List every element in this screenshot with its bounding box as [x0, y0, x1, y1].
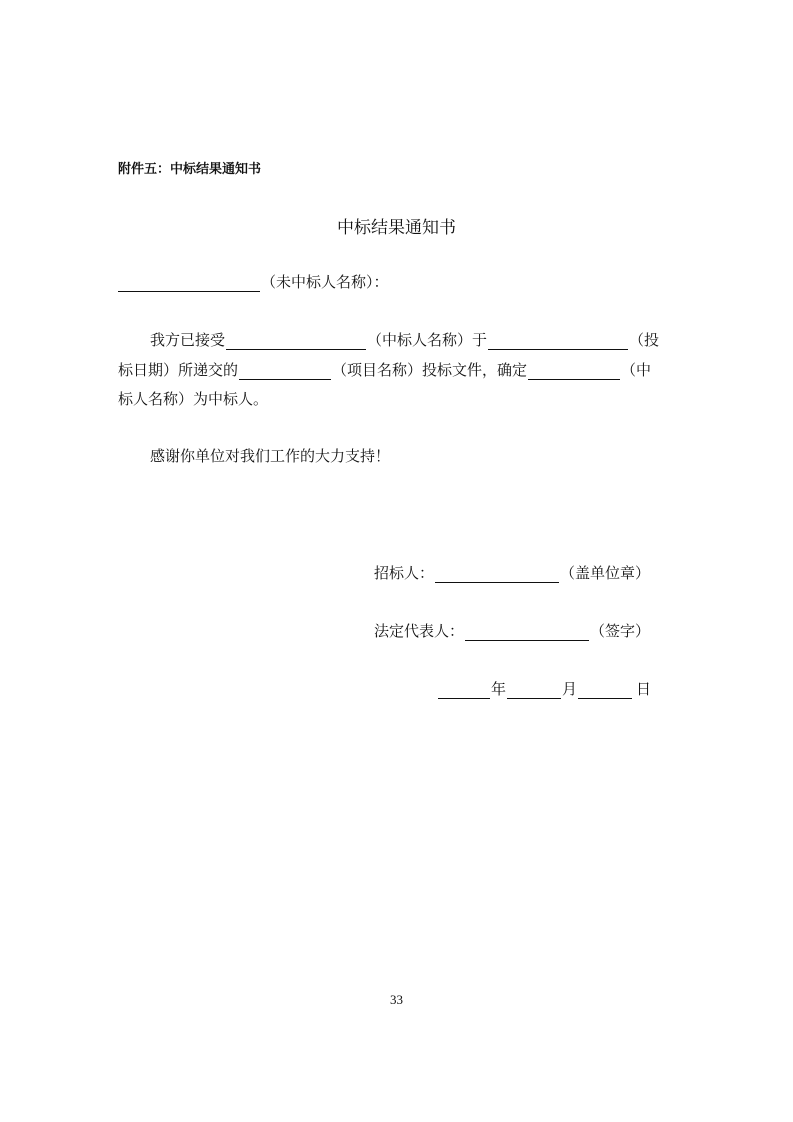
date-line [438, 679, 651, 699]
representative-signature-blank[interactable] [465, 624, 589, 641]
thanks-text: 感谢你单位对我们工作的大力支持！ [150, 447, 391, 465]
body-line1-text-a: 我方已接受 [150, 331, 226, 349]
thanks-line [150, 446, 390, 466]
body-line1-text-c: （投 [629, 331, 660, 349]
salutation-line [118, 272, 389, 292]
unsuccessful-bidder-name-blank[interactable] [118, 275, 260, 292]
body-line1-text-b: （中标人名称）于 [367, 331, 488, 349]
tenderer-line [374, 563, 650, 583]
annex-label: 附件五：中标结果通知书 [118, 162, 262, 177]
document-title: 中标结果通知书 [337, 218, 456, 238]
page-number: 33 [390, 992, 403, 1007]
bid-date-blank[interactable] [488, 333, 628, 350]
salutation-suffix: （未中标人名称）： [261, 273, 389, 291]
project-name-blank[interactable] [239, 363, 331, 380]
body-line-1 [150, 330, 659, 350]
body-line-3 [118, 389, 268, 409]
month-label: 月 [562, 680, 578, 698]
day-blank[interactable] [578, 682, 632, 699]
tenderer-seal-blank[interactable] [435, 566, 559, 583]
year-blank[interactable] [438, 682, 490, 699]
winning-bidder-name-blank[interactable] [226, 333, 366, 350]
representative-line [374, 621, 650, 641]
representative-note: （签字） [590, 622, 651, 640]
body-line2-text-a: 标日期）所递交的 [118, 361, 239, 379]
day-label: 日 [636, 680, 652, 698]
confirmed-bidder-name-blank[interactable] [528, 363, 620, 380]
body-line3-text: 标人名称）为中标人。 [118, 390, 269, 408]
tenderer-note: （盖单位章） [560, 564, 651, 582]
body-line-2 [118, 360, 651, 380]
representative-label: 法定代表人： [374, 622, 465, 640]
tenderer-label: 招标人： [374, 564, 435, 582]
month-blank[interactable] [507, 682, 561, 699]
body-line2-text-c: （中 [621, 361, 652, 379]
year-label: 年 [491, 680, 507, 698]
body-line2-text-b: （项目名称）投标文件，确定 [332, 361, 528, 379]
